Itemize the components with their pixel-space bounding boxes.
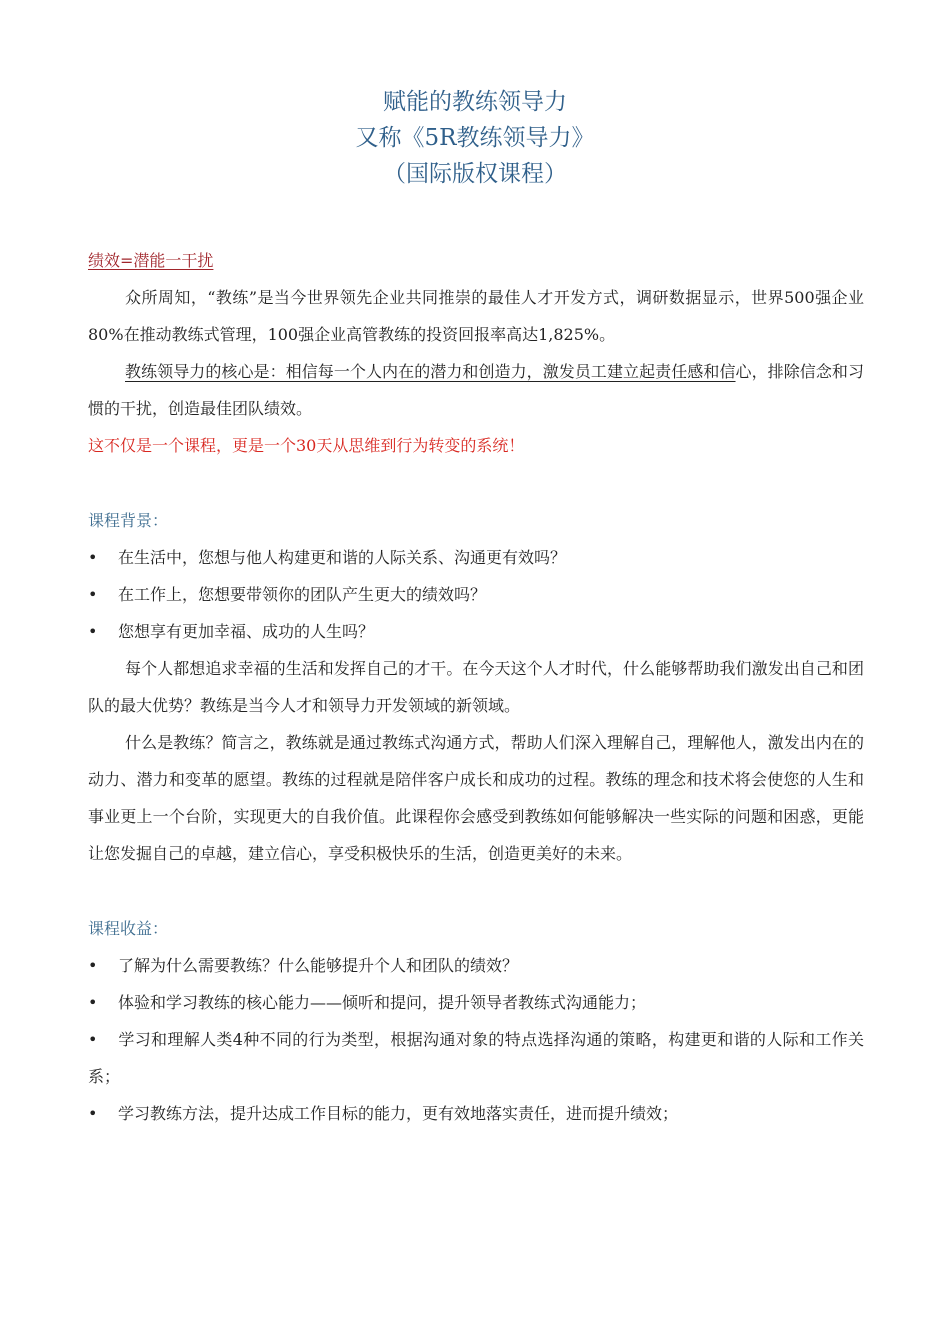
document-body bbox=[88, 242, 864, 1132]
intro-heading: 绩效=潜能一干扰 bbox=[88, 251, 214, 270]
list-item bbox=[88, 947, 864, 984]
bullet-icon: • bbox=[88, 1104, 98, 1123]
core-statement-underlined: 教练领导力的核心是：相信每一个人内在的潜力和创造力，激发员工建立起责任感和信 bbox=[125, 362, 736, 381]
list-item-text: 在工作上，您想要带领你的团队产生更大的绩效吗？ bbox=[118, 585, 487, 604]
background-heading: 课程背景： bbox=[88, 511, 169, 530]
bullet-icon: • bbox=[88, 585, 98, 604]
title-line-3: （国际版权课程） bbox=[383, 161, 567, 187]
list-item-text: 在生活中，您想与他人构建更和谐的人际关系、沟通更有效吗？ bbox=[118, 548, 567, 567]
list-item-text: 学习教练方法，提升达成工作目标的能力，更有效地落实责任，进而提升绩效； bbox=[118, 1104, 679, 1123]
list-item bbox=[88, 984, 864, 1021]
bullet-icon: • bbox=[88, 622, 98, 641]
list-item-text: 学习和理解人类4种不同的行为类型，根据沟通对象的特点选择沟通的策略，构建更和谐的人际和工作关系； bbox=[88, 1030, 864, 1086]
list-item bbox=[88, 576, 864, 613]
list-item-text: 您想享有更加幸福、成功的人生吗？ bbox=[118, 622, 375, 641]
intro-paragraph-2 bbox=[88, 353, 864, 427]
bullet-icon: • bbox=[88, 956, 98, 975]
intro-paragraph-1: 众所周知，“教练”是当今世界领先企业共同推崇的最佳人才开发方式，调研数据显示，世界500强企业80%在推动教练式管理，100强企业高管教练的投资回报率高达1,825%。 bbox=[88, 288, 864, 344]
title-block bbox=[0, 84, 950, 192]
list-item bbox=[88, 1021, 864, 1095]
spacer bbox=[88, 872, 864, 910]
bullet-icon: • bbox=[88, 548, 98, 567]
list-item bbox=[88, 613, 864, 650]
list-item-text: 了解为什么需要教练？什么能够提升个人和团队的绩效？ bbox=[118, 956, 519, 975]
background-paragraph-2: 什么是教练？简言之，教练就是通过教练式沟通方式，帮助人们深入理解自己，理解他人，激发出内在的动力、潜力和变革的愿望。教练的过程就是陪伴客户成长和成功的过程。教练的理念和技术将会使您的人生和事业更上一个台阶，实现更大的自我价值。此课程你会感受到教练如何能够解决一些实际的问题和困惑，更能让您发掘自己的卓越，建立信心，享受积极快乐的生活，创造更美好的未来。 bbox=[88, 733, 864, 863]
bullet-icon: • bbox=[88, 993, 98, 1012]
list-item bbox=[88, 539, 864, 576]
list-item-text: 体验和学习教练的核心能力——倾听和提问，提升领导者教练式沟通能力； bbox=[118, 993, 647, 1012]
highlight-statement: 这不仅是一个课程，更是一个30天从思维到行为转变的系统！ bbox=[88, 436, 525, 455]
title-line-1: 赋能的教练领导力 bbox=[383, 89, 567, 115]
benefits-heading: 课程收益： bbox=[88, 919, 169, 938]
title-line-2: 又称《5R教练领导力》 bbox=[355, 125, 595, 151]
core-statement-rest: 心，排除信念和习惯的干扰，创造最佳团队绩效。 bbox=[88, 362, 864, 418]
list-item bbox=[88, 1095, 864, 1132]
background-paragraph-1: 每个人都想追求幸福的生活和发挥自己的才干。在今天这个人才时代，什么能够帮助我们激发出自己和团队的最大优势？教练是当今人才和领导力开发领域的新领域。 bbox=[88, 659, 864, 715]
spacer bbox=[88, 464, 864, 502]
bullet-icon: • bbox=[88, 1030, 98, 1049]
